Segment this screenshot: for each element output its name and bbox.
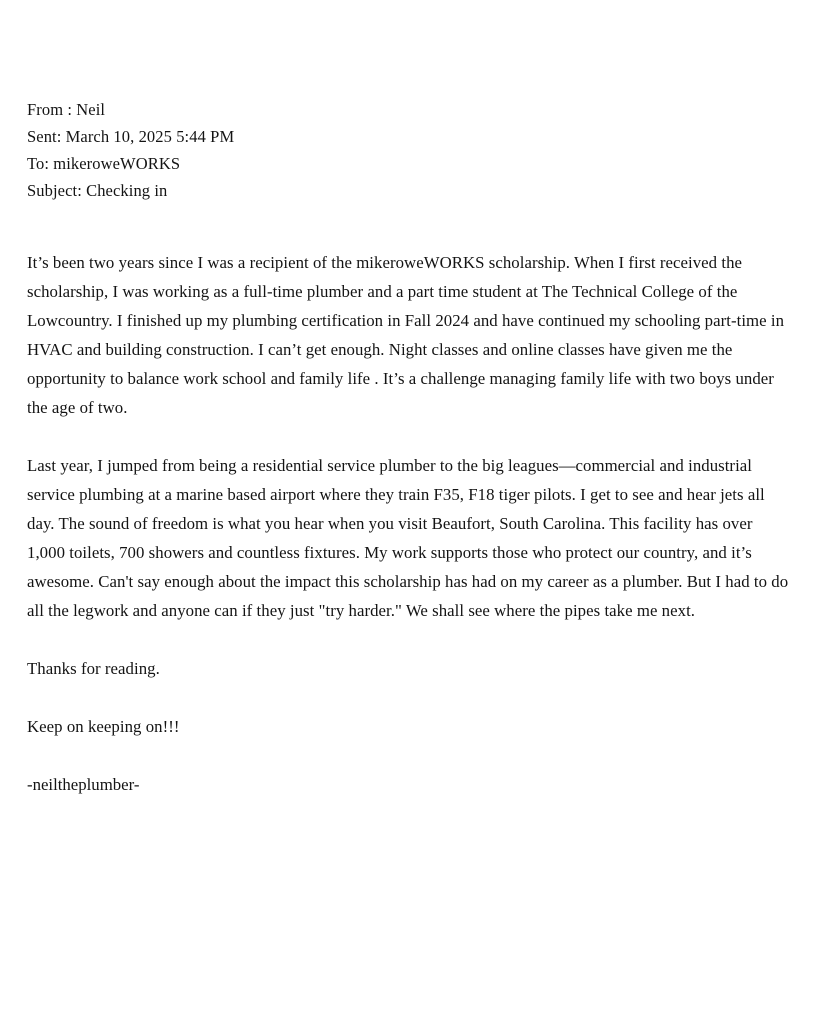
email-to-line: To: mikeroweWORKS [27, 154, 181, 173]
email-body [27, 248, 793, 799]
email-paragraph: Thanks for reading. [27, 659, 160, 678]
email-from-line: From : Neil [27, 100, 106, 119]
email-subject-line: Subject: Checking in [27, 181, 168, 200]
email-sent-line: Sent: March 10, 2025 5:44 PM [27, 127, 235, 146]
email-paragraph: Keep on keeping on!!! [27, 717, 180, 736]
email-paragraph: Last year, I jumped from being a residential service plumber to the big leagues—commercial and industrial service plumbing at a marine based airport where they train F35, F18 tiger pilots. I get to see and hear jets all day. The sound of freedom is what you hear when you visit Beaufort, South Carolina. This facility has over 1,000 toilets, 700 showers and countless fixtures. My work supports those who protect our country, and it’s awesome. Can't say enough about the impact this scholarship has had on my career as a plumber. But I had to do all the legwork and anyone can if they just "try harder." We shall see where the pipes take me next. [27, 456, 789, 620]
email-paragraph: It’s been two years since I was a recipient of the mikeroweWORKS scholarship. When I first received the scholarship, I was working as a full-time plumber and a part time student at The Technical College of the Lowcountry. I finished up my plumbing certification in Fall 2024 and have continued my schooling part-time in HVAC and building construction. I can’t get enough. Night classes and online classes have given me the opportunity to balance work school and family life . It’s a challenge managing family life with two boys under the age of two. [27, 253, 785, 417]
email-signature: -neiltheplumber- [27, 775, 140, 794]
email-header [27, 96, 793, 204]
